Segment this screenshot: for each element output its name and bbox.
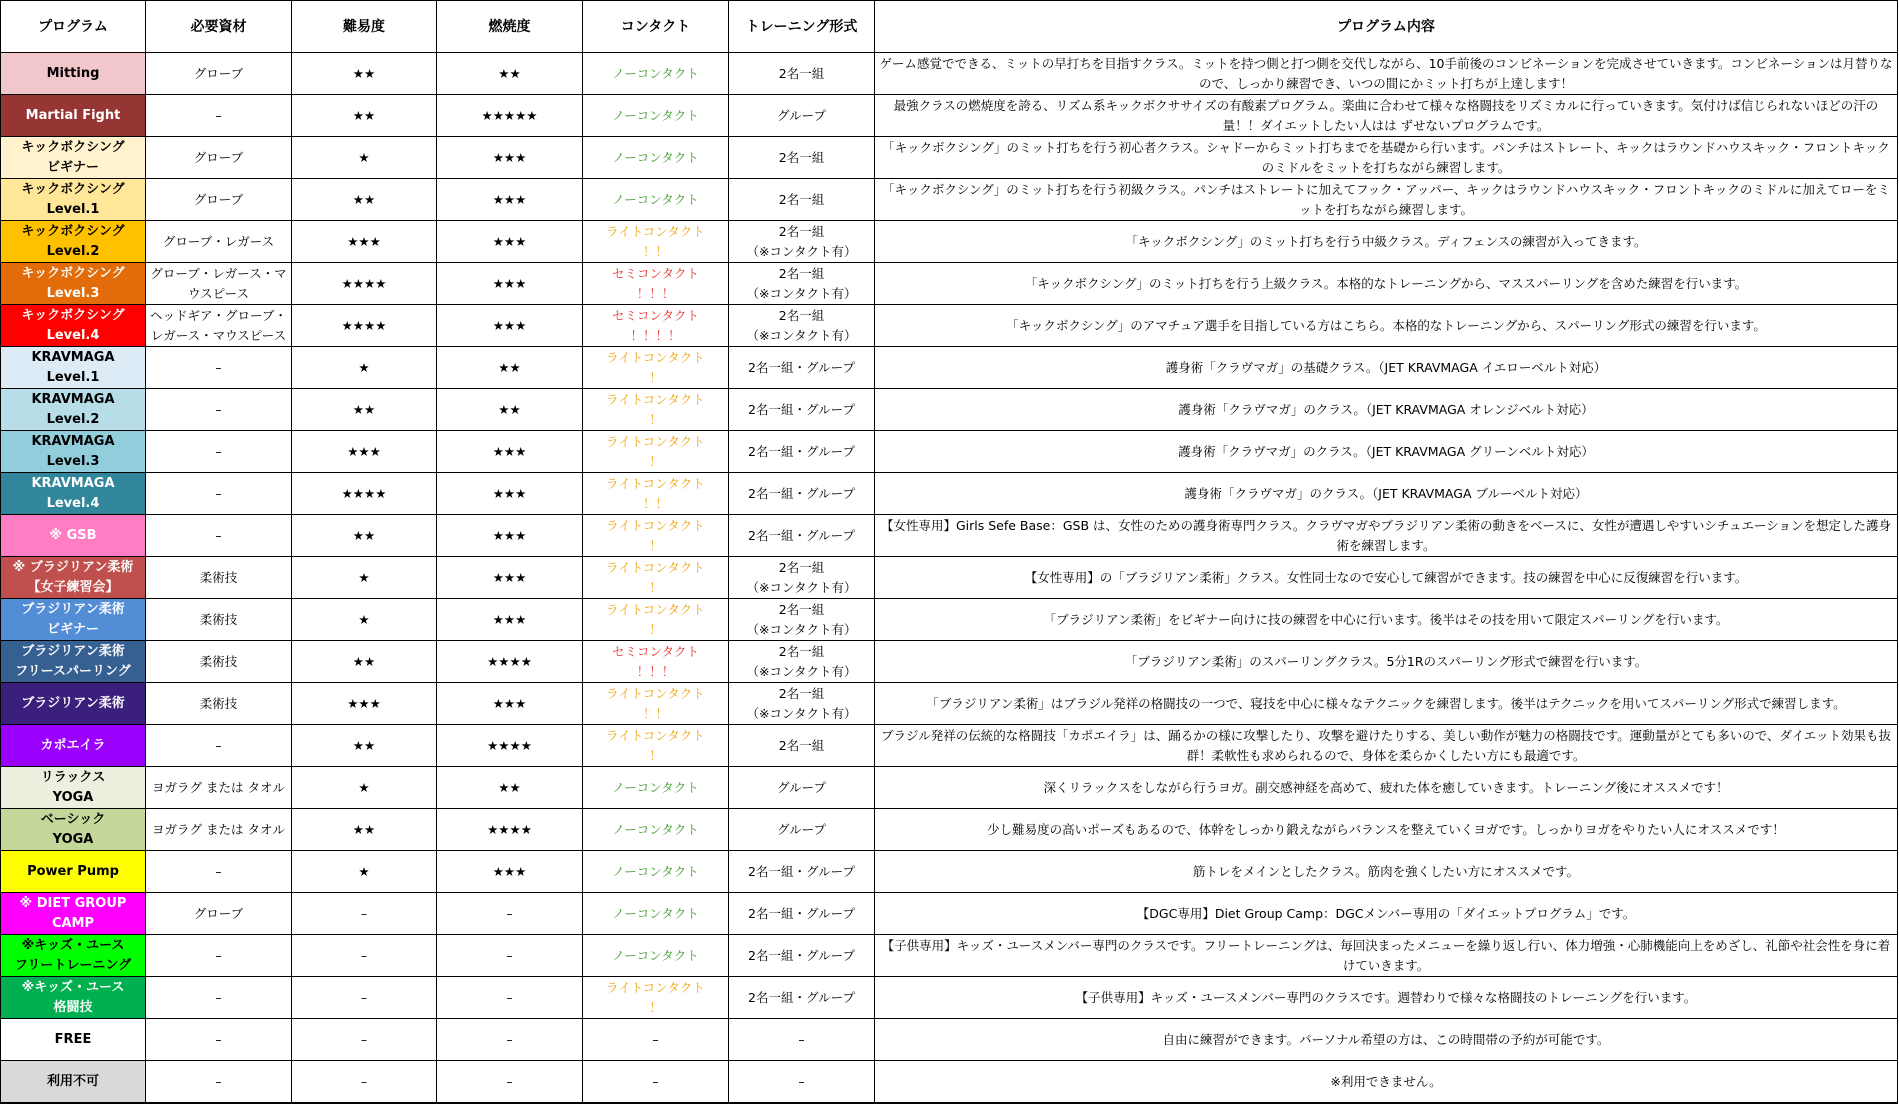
program-name-line: KRAVMAGA [31,391,115,407]
training-format-cell [729,263,875,305]
burn-cell: ★★★ [437,263,583,305]
description-cell: 【女性専用】Girls Sefe Base：GSB は、女性のための護身術専門クラス。クラヴマガやブラジリアン柔術の動きをベースに、女性が遭遇しやすいシチュエーションを想定した護身術を練習します。 [875,515,1898,557]
contact-cell [583,641,729,683]
program-row [1,599,1898,641]
description-cell: 【子供専用】キッズ・ユースメンバー専門のクラスです。フリートレーニングは、毎回決まったメニューを繰り返し行い、体力増強・心肺機能向上をめざし、礼節や社会性を身に着けていきます。 [875,935,1898,977]
training-format-cell-line: （※コンタクト有） [746,621,857,637]
program-name-line: Martial Fight [25,107,121,123]
program-row [1,95,1898,137]
program-name-cell [1,347,146,389]
description-cell: 自由に練習ができます。パーソナル希望の方は、この時間帯の予約が可能です。 [875,1019,1898,1061]
program-name-line: ブラジリアン柔術 [21,643,125,659]
program-name-line: KRAVMAGA [31,349,115,365]
contact-cell [583,221,729,263]
training-format-cell-line: （※コンタクト有） [746,579,857,595]
burn-cell: ★★ [437,767,583,809]
program-row [1,221,1898,263]
program-row [1,725,1898,767]
header-row [1,1,1898,53]
training-format-cell-line: 2名一組 [778,307,825,323]
difficulty-cell: – [292,893,437,935]
contact-cell [583,263,729,305]
burn-cell: ★★★ [437,683,583,725]
training-format-cell: 2名一組・グループ [729,431,875,473]
training-format-cell-line: （※コンタクト有） [746,705,857,721]
training-format-cell: 2名一組・グループ [729,977,875,1019]
training-format-cell-line: 2名一組 [778,601,825,617]
description-cell: 【子供専用】キッズ・ユースメンバー専門のクラスです。週替わりで様々な格闘技のトレーニングを行います。 [875,977,1898,1019]
contact-cell [583,305,729,347]
program-name-line: Level.1 [46,201,100,217]
program-row [1,473,1898,515]
contact-cell-line: ！ [649,621,662,637]
training-format-cell [729,221,875,263]
difficulty-cell: ★★★ [292,431,437,473]
description-cell: 護身術「クラヴマガ」のクラス。（JET KRAVMAGA グリーンベルト対応） [875,431,1898,473]
contact-cell [583,389,729,431]
burn-cell: ★★★★★ [437,95,583,137]
training-format-cell [729,557,875,599]
training-format-cell [729,305,875,347]
program-name-cell [1,53,146,95]
training-format-cell [729,683,875,725]
contact-cell-line: ライトコンタクト [606,601,705,617]
program-row [1,305,1898,347]
description-cell: ブラジル発祥の伝統的な格闘技「カポエイラ」は、踊るかの様に攻撃したり、攻撃を避けたりする、美しい動作が魅力の格闘技です。運動量がとても多いので、ダイエット効果も抜群！柔軟性も求められるので、身体を柔らかくしたい方にも最適です。 [875,725,1898,767]
difficulty-cell: ★ [292,851,437,893]
contact-cell [583,431,729,473]
contact-cell-line: セミコンタクト [611,265,699,281]
equipment-cell: – [146,389,292,431]
program-row [1,179,1898,221]
description-cell: 「キックボクシング」のミット打ちを行う初級クラス。パンチはストレートに加えてフック・アッパー、キックはラウンドハウスキック・フロントキックのミドルに加えてローをミットを打ちながら練習します。 [875,179,1898,221]
training-format-cell: 2名一組・グループ [729,515,875,557]
equipment-cell: – [146,977,292,1019]
difficulty-cell: ★★ [292,725,437,767]
program-rows [1,53,1898,1104]
training-format-cell: 2名一組 [729,179,875,221]
burn-cell: – [437,935,583,977]
description-cell: 「キックボクシング」のアマチュア選手を目指している方はこちら。本格的なトレーニングから、スパーリング形式の練習を行います。 [875,305,1898,347]
equipment-cell: グローブ [146,137,292,179]
description-cell: ゲーム感覚でできる、ミットの早打ちを目指すクラス。ミットを持つ側と打つ側を交代しながら、10手前後のコンビネーションを完成させていきます。コンビネーションは月替りなので、しっかり練習でき、いつの間にかミット打ちが上達します！ [875,53,1898,95]
program-name-line: キックボクシング [21,181,125,197]
program-name-line: 利用不可 [46,1073,99,1089]
equipment-cell: 柔術技 [146,557,292,599]
program-name-cell [1,809,146,851]
description-cell: 少し難易度の高いポーズもあるので、体幹をしっかり鍛えながらバランスを整えていくヨガです。しっかりヨガをやりたい人にオススメです！ [875,809,1898,851]
contact-cell-line: ライトコンタクト [606,727,705,743]
contact-cell [583,557,729,599]
header-contact: コンタクト [583,1,729,53]
contact-cell-line: ！！ [642,243,668,259]
contact-cell [583,725,729,767]
program-name-cell [1,935,146,977]
difficulty-cell: ★★ [292,809,437,851]
equipment-cell: 柔術技 [146,641,292,683]
difficulty-cell: ★★★★ [292,305,437,347]
program-name-cell [1,221,146,263]
program-name-line: YOGA [52,831,94,847]
program-name-line: リラックス [40,769,106,785]
equipment-cell: – [146,1061,292,1104]
program-name-cell [1,179,146,221]
contact-cell-line: ！ [649,369,662,385]
training-format-cell-line: 2名一組 [778,265,825,281]
equipment-cell: – [146,935,292,977]
contact-cell-line: ！ [649,537,662,553]
program-name-line: ビギナー [46,159,99,175]
contact-cell [583,347,729,389]
burn-cell: ★★★ [437,473,583,515]
program-row [1,263,1898,305]
program-name-cell [1,725,146,767]
contact-cell: ノーコンタクト [583,179,729,221]
training-format-cell-line: 2名一組 [778,559,825,575]
program-name-line: KRAVMAGA [31,433,115,449]
training-format-cell [729,641,875,683]
burn-cell: ★★★ [437,179,583,221]
contact-cell-line: ！ [649,999,662,1015]
equipment-cell: ヨガラグ または タオル [146,767,292,809]
equipment-cell: – [146,725,292,767]
difficulty-cell: ★ [292,347,437,389]
training-format-cell: 2名一組・グループ [729,473,875,515]
training-format-cell: – [729,1019,875,1061]
program-name-line: ※ GSB [49,527,97,543]
equipment-cell: グローブ [146,893,292,935]
program-name-line: Power Pump [27,863,119,879]
program-name-cell [1,473,146,515]
header-program: プログラム [1,1,146,53]
description-cell: 「ブラジリアン柔術」をビギナー向けに技の練習を中心に行います。後半はその技を用いて限定スパーリングを行います。 [875,599,1898,641]
equipment-cell: ヘッドギア・グローブ・レガース・マウスピース [146,305,292,347]
contact-cell-line: ！ [649,411,662,427]
burn-cell: ★★ [437,347,583,389]
burn-cell: ★★ [437,53,583,95]
training-format-cell-line: （※コンタクト有） [746,327,857,343]
equipment-cell: – [146,851,292,893]
program-row [1,851,1898,893]
difficulty-cell: ★★ [292,95,437,137]
program-name-line: Mitting [46,65,100,81]
program-name-line: キックボクシング [21,223,125,239]
burn-cell: ★★★★ [437,725,583,767]
contact-cell-line: ！！ [642,705,668,721]
burn-cell: ★★★ [437,137,583,179]
training-format-cell-line: （※コンタクト有） [746,285,857,301]
training-format-cell-line: （※コンタクト有） [746,243,857,259]
training-format-cell: 2名一組・グループ [729,347,875,389]
training-format-cell-line: 2名一組 [778,643,825,659]
program-name-line: キックボクシング [21,139,125,155]
burn-cell: – [437,893,583,935]
program-name-line: ブラジリアン柔術 [21,695,125,711]
training-format-cell: 2名一組・グループ [729,935,875,977]
program-name-line: ブラジリアン柔術 [21,601,125,617]
program-name-cell [1,683,146,725]
difficulty-cell: – [292,935,437,977]
burn-cell: ★★★ [437,431,583,473]
description-cell: 最強クラスの燃焼度を誇る、リズム系キックボクササイズの有酸素プログラム。楽曲に合わせて様々な格闘技をリズミカルに行っていきます。気付けば信じられないほどの汗の量！！ダイエットしたい人はは ずせないプログラムです。 [875,95,1898,137]
program-name-line: Level.1 [46,369,100,385]
training-format-cell: – [729,1061,875,1104]
program-row [1,935,1898,977]
difficulty-cell: ★ [292,137,437,179]
contact-cell-line: ライトコンタクト [606,559,705,575]
burn-cell: ★★★★ [437,809,583,851]
contact-cell: ノーコンタクト [583,935,729,977]
header-equipment: 必要資材 [146,1,292,53]
program-name-cell [1,515,146,557]
program-name-line: YOGA [52,789,94,805]
contact-cell: ノーコンタクト [583,137,729,179]
program-name-line: フリースパーリング [15,663,131,679]
training-format-cell-line: 2名一組 [778,223,825,239]
contact-cell-line: ！ [649,453,662,469]
burn-cell: ★★★★ [437,641,583,683]
header-description: プログラム内容 [875,1,1898,53]
contact-cell-line: ライトコンタクト [606,349,705,365]
program-row [1,1019,1898,1061]
program-name-line: Level.3 [46,285,100,301]
difficulty-cell: ★★ [292,53,437,95]
description-cell: ※利用できません。 [875,1061,1898,1104]
equipment-cell: グローブ・レガース [146,221,292,263]
difficulty-cell: ★★★★ [292,263,437,305]
description-cell: 「キックボクシング」のミット打ちを行う初心者クラス。シャドーからミット打ちまでを基礎から行います。パンチはストレート、キックはラウンドハウスキック・フロントキックのミドルをミットを打ちながら練習します。 [875,137,1898,179]
equipment-cell: – [146,515,292,557]
difficulty-cell: ★★★ [292,221,437,263]
equipment-cell: 柔術技 [146,599,292,641]
difficulty-cell: ★ [292,557,437,599]
description-cell: 筋トレをメインとしたクラス。筋肉を強くしたい方にオススメです。 [875,851,1898,893]
burn-cell: – [437,1019,583,1061]
difficulty-cell: ★★★★ [292,473,437,515]
contact-cell-line: ライトコンタクト [606,433,705,449]
program-row [1,137,1898,179]
program-row [1,53,1898,95]
program-row [1,1061,1898,1104]
program-row [1,431,1898,473]
equipment-cell: – [146,347,292,389]
program-row [1,557,1898,599]
program-name-line: キックボクシング [21,307,125,323]
difficulty-cell: – [292,1019,437,1061]
contact-cell [583,599,729,641]
contact-cell-line: ライトコンタクト [606,391,705,407]
program-name-line: Level.4 [46,495,100,511]
description-cell: 「キックボクシング」のミット打ちを行う中級クラス。ディフェンスの練習が入ってきます。 [875,221,1898,263]
description-cell: 「ブラジリアン柔術」のスパーリングクラス。5分1Rのスパーリング形式で練習を行います。 [875,641,1898,683]
burn-cell: ★★ [437,389,583,431]
burn-cell: ★★★ [437,221,583,263]
program-name-cell [1,1061,146,1104]
contact-cell: ノーコンタクト [583,893,729,935]
description-cell: 【DGC専用】Diet Group Camp：DGCメンバー専用の「ダイエットプログラム」です。 [875,893,1898,935]
equipment-cell: – [146,1019,292,1061]
contact-cell: – [583,1019,729,1061]
contact-cell-line: ！！！ [636,285,675,301]
burn-cell: ★★★ [437,305,583,347]
difficulty-cell: ★★★ [292,683,437,725]
contact-cell [583,473,729,515]
program-name-line: キックボクシング [21,265,125,281]
contact-cell: – [583,1061,729,1104]
program-row [1,809,1898,851]
header-training-format: トレーニング形式 [729,1,875,53]
contact-cell-line: ライトコンタクト [606,979,705,995]
burn-cell: ★★★ [437,515,583,557]
program-name-line: カポエイラ [40,737,106,753]
program-name-cell [1,977,146,1019]
program-name-cell [1,641,146,683]
description-cell: 深くリラックスをしながら行うヨガ。副交感神経を高めて、疲れた体を癒していきます。トレーニング後にオススメです！ [875,767,1898,809]
training-format-cell: 2名一組・グループ [729,389,875,431]
training-format-cell: グループ [729,95,875,137]
contact-cell-line: セミコンタクト [611,307,699,323]
program-name-cell [1,1019,146,1061]
header-burn: 燃焼度 [437,1,583,53]
description-cell: 護身術「クラヴマガ」のクラス。（JET KRAVMAGA ブルーベルト対応） [875,473,1898,515]
program-name-line: ※キッズ・ユース [21,979,125,995]
program-name-cell [1,137,146,179]
difficulty-cell: ★★ [292,389,437,431]
contact-cell-line: ！ [649,579,662,595]
program-name-line: Level.3 [46,453,100,469]
difficulty-cell: ★ [292,767,437,809]
equipment-cell: ヨガラグ または タオル [146,809,292,851]
program-name-line: フリートレーニング [14,957,132,973]
program-row [1,389,1898,431]
header-difficulty: 難易度 [292,1,437,53]
contact-cell-line: ライトコンタクト [606,223,705,239]
equipment-cell: – [146,95,292,137]
program-name-cell [1,557,146,599]
training-format-cell: 2名一組 [729,137,875,179]
difficulty-cell: ★★ [292,515,437,557]
burn-cell: ★★★ [437,557,583,599]
burn-cell: ★★★ [437,599,583,641]
program-name-cell [1,263,146,305]
difficulty-cell: – [292,1061,437,1104]
training-format-cell [729,599,875,641]
program-name-line: FREE [54,1031,92,1047]
contact-cell [583,683,729,725]
burn-cell: – [437,977,583,1019]
program-name-cell [1,767,146,809]
contact-cell-line: ライトコンタクト [606,517,705,533]
training-format-cell: グループ [729,767,875,809]
burn-cell: – [437,1061,583,1104]
program-name-line: ※ ブラジリアン柔術 [12,559,134,575]
program-name-line: ベーシック [40,811,106,827]
contact-cell-line: セミコンタクト [611,643,699,659]
program-row [1,641,1898,683]
contact-cell [583,515,729,557]
contact-cell: ノーコンタクト [583,53,729,95]
program-name-cell [1,305,146,347]
training-format-cell: グループ [729,809,875,851]
program-name-cell [1,431,146,473]
program-name-line: Level.2 [46,411,100,427]
training-format-cell: 2名一組 [729,53,875,95]
program-name-cell [1,851,146,893]
description-cell: 「ブラジリアン柔術」はブラジル発祥の格闘技の一つで、寝技を中心に様々なテクニックを練習します。後半はテクニックを用いてスパーリング形式で練習します。 [875,683,1898,725]
contact-cell-line: ！！！ [636,663,675,679]
contact-cell: ノーコンタクト [583,809,729,851]
difficulty-cell: – [292,977,437,1019]
training-format-cell: 2名一組・グループ [729,893,875,935]
difficulty-cell: ★ [292,599,437,641]
program-row [1,767,1898,809]
program-name-cell [1,95,146,137]
program-row [1,515,1898,557]
equipment-cell: グローブ [146,53,292,95]
program-name-cell [1,893,146,935]
program-row [1,893,1898,935]
burn-cell: ★★★ [437,851,583,893]
program-row [1,347,1898,389]
program-row [1,683,1898,725]
equipment-cell: – [146,431,292,473]
program-name-cell [1,599,146,641]
equipment-cell: – [146,473,292,515]
program-name-line: Level.2 [46,243,100,259]
equipment-cell: 柔術技 [146,683,292,725]
difficulty-cell: ★★ [292,641,437,683]
program-name-cell [1,389,146,431]
description-cell: 護身術「クラヴマガ」のクラス。（JET KRAVMAGA オレンジベルト対応） [875,389,1898,431]
description-cell: 【女性専用】の「ブラジリアン柔術」クラス。女性同士なので安心して練習ができます。技の練習を中心に反復練習を行います。 [875,557,1898,599]
contact-cell-line: ！！！！ [630,327,681,343]
program-name-line: CAMP [51,915,95,931]
description-cell: 「キックボクシング」のミット打ちを行う上級クラス。本格的なトレーニングから、マススパーリングを含めた練習を行います。 [875,263,1898,305]
contact-cell: ノーコンタクト [583,95,729,137]
program-name-line: ※ DIET GROUP [19,895,127,911]
description-cell: 護身術「クラヴマガ」の基礎クラス。（JET KRAVMAGA イエローベルト対応） [875,347,1898,389]
program-name-line: KRAVMAGA [31,475,115,491]
program-name-line: ビギナー [46,621,99,637]
training-format-cell-line: （※コンタクト有） [746,663,857,679]
contact-cell-line: ！！ [642,495,668,511]
program-row [1,977,1898,1019]
contact-cell-line: ！ [649,747,662,763]
contact-cell: ノーコンタクト [583,767,729,809]
program-name-line: 格闘技 [53,999,93,1015]
program-name-line: Level.4 [46,327,100,343]
difficulty-cell: ★★ [292,179,437,221]
program-name-line: ※キッズ・ユース [21,937,125,953]
training-format-cell: 2名一組 [729,725,875,767]
contact-cell-line: ライトコンタクト [606,685,705,701]
equipment-cell: グローブ・レガース・マウスピース [146,263,292,305]
equipment-cell: グローブ [146,179,292,221]
training-format-cell-line: 2名一組 [778,685,825,701]
program-name-line: 【女子練習会】 [27,579,119,595]
contact-cell: ノーコンタクト [583,851,729,893]
contact-cell [583,977,729,1019]
training-format-cell: 2名一組・グループ [729,851,875,893]
contact-cell-line: ライトコンタクト [606,475,705,491]
